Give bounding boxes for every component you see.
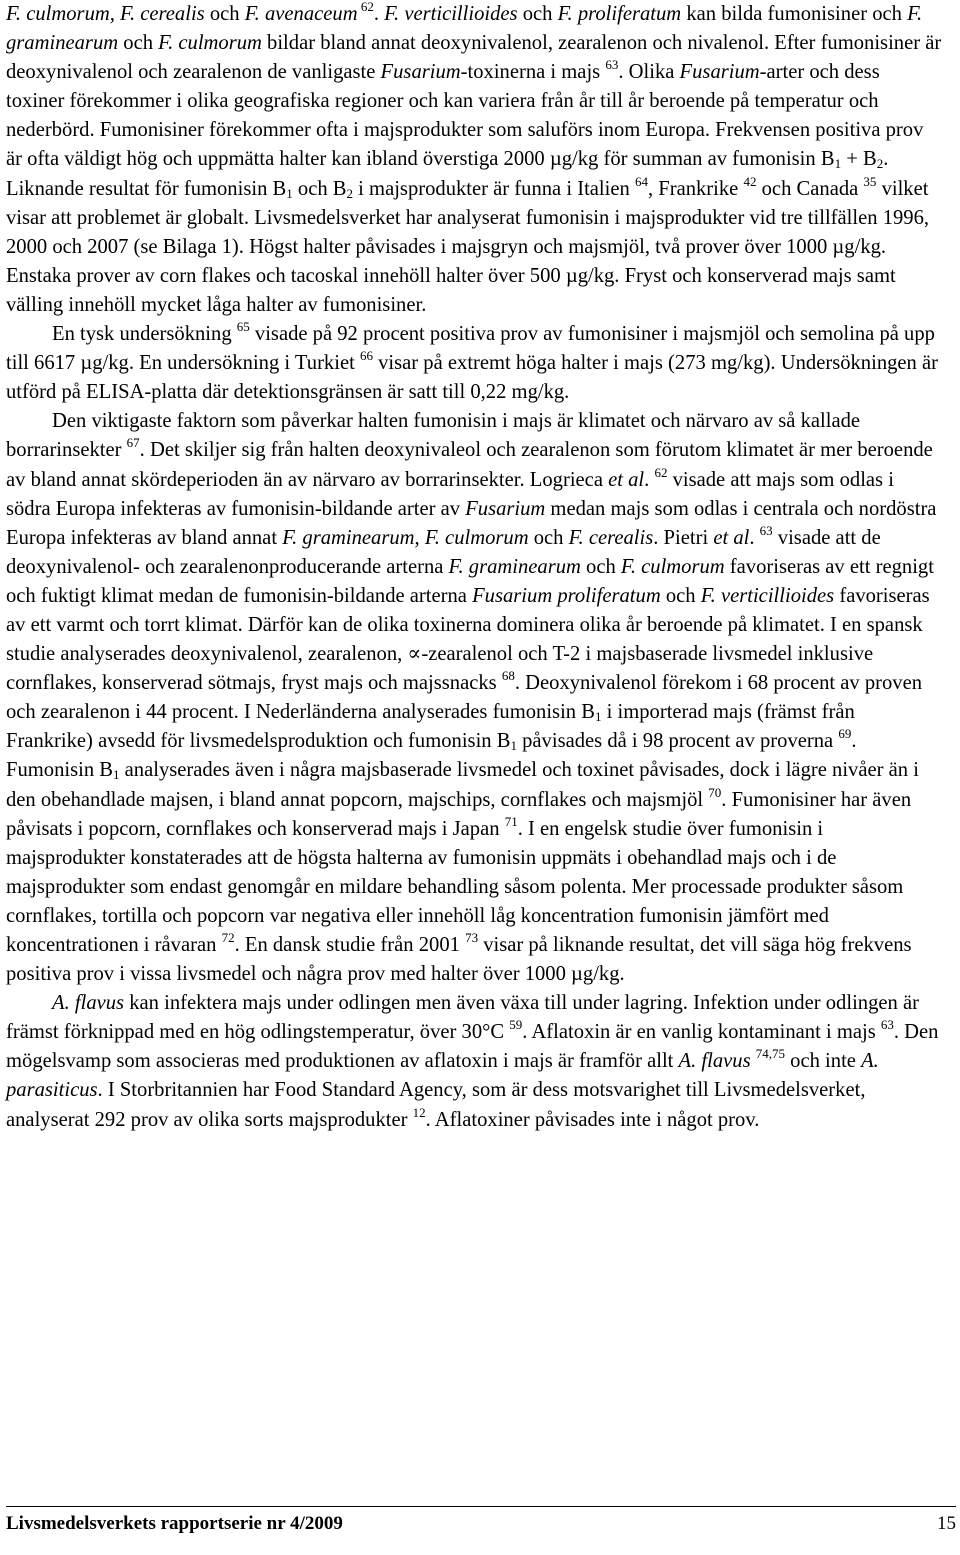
text-run: . I Storbritannien har Food Standard Agency, som är dess motsvarighet till Livsmedelsverket, analyserat 292 prov av olika sorts majsprodukter: [6, 1079, 866, 1131]
italic-term: F. graminearum: [448, 555, 581, 578]
text-run: . Olika: [618, 61, 680, 84]
italic-term: F. verticillioides: [384, 3, 518, 25]
italic-term: F. culmorum: [158, 32, 262, 55]
reference-superscript: 74,75: [755, 1046, 786, 1062]
reference-superscript: 66: [359, 348, 373, 364]
text-run: kan infektera majs under odlingen men även växa till under lagring. Infektion under odlingen är främst förknippad med en hög odlingstemperatur, över 30°C: [6, 992, 919, 1044]
text-run: i majsprodukter är funna i Italien: [353, 177, 635, 200]
subscript: 1: [113, 767, 120, 783]
reference-superscript: 35: [863, 173, 877, 189]
text-run: . Den mögelsvamp som associeras med produktionen av aflatoxin i majs är framför allt: [6, 1021, 939, 1073]
footer-rule: [6, 1506, 956, 1507]
text-run: . Deoxynivalenol förekom i 68 procent av proven och zearalenon i 44 procent. I Nederländerna analyserades fumonisin B: [6, 672, 923, 724]
italic-term: F. avenaceum: [244, 3, 358, 25]
text-run: och: [660, 584, 701, 607]
italic-term: F. culmorum, F. cerealis: [6, 3, 205, 25]
subscript: 1: [286, 185, 293, 201]
text-run: medan majs som odlas i centrala och nordöstra Europa infekteras av bland annat: [6, 497, 937, 549]
page-number: 15: [937, 1513, 956, 1534]
text-run: visar på extremt höga halter i majs (273 mg/kg). Undersökningen är utförd på ELISA-platta där detektionsgränsen är satt till 0,22 mg/kg.: [6, 352, 938, 404]
text-run: . Liknande resultat för fumonisin B: [6, 148, 889, 200]
italic-term: et al: [713, 526, 750, 549]
reference-superscript: 63: [759, 522, 773, 538]
reference-superscript: 12: [412, 1104, 426, 1120]
italic-term: F. verticillioides: [700, 584, 835, 607]
text-run: favoriseras av ett varmt och torrt klimat. Därför kan de olika toxinerna dominera olika år beroende på klimatet. I en spansk studie analyserades deoxynivalenol, zearalenon, ∝-zearalenol och T-2 i majsbaserade livsmedel inklusive cornflakes, konserverad sötmajs, fryst majs och majssnacks: [6, 584, 930, 695]
reference-superscript: 68: [501, 668, 515, 684]
italic-term: et al: [608, 468, 645, 491]
reference-superscript: 59: [509, 1017, 523, 1033]
page-footer: [6, 1513, 956, 1535]
reference-superscript: 65: [236, 319, 250, 335]
italic-term: F. graminearum: [6, 3, 923, 55]
text-run: , Frankrike: [647, 177, 744, 200]
text-run: . Pietri: [653, 526, 714, 549]
subscript: 1: [510, 738, 517, 754]
reference-superscript: 72: [221, 930, 235, 945]
text-run: i importerad majs (främst från Frankrike) avsedd för livsmedelsproduktion och fumonisin B: [6, 701, 855, 753]
reference-superscript: 62: [654, 464, 668, 480]
text-run: . En dansk studie från 2001: [234, 934, 466, 956]
italic-term: Fusarium: [380, 61, 461, 84]
text-run: . Det skiljer sig från halten deoxynivaleol och zearalenon som förutom klimatet är mer beroende av bland annat skördeperioden än av närvaro av borrarinsekter. Logrieca: [6, 439, 933, 491]
text-run: -arter och dess toxiner förekommer i olika geografiska regioner och kan variera från år till år beroende på temperatur och nederbörd. Fumonisiner förekommer ofta i majsprodukter som saluförs inom Europa. Frekvensen positiva prov är ofta väldigt hög och uppmätta halter kan ibland överstiga 2000 µg/kg för summan av fumonisin B: [6, 61, 924, 171]
body-paragraph: [6, 407, 942, 989]
subscript: 1: [594, 709, 602, 725]
text-run: ,: [414, 526, 425, 549]
subscript: 2: [876, 156, 884, 172]
reference-superscript: 67: [126, 435, 140, 451]
text-run: visade på 92 procent positiva prov av fumonisiner i majsmjöl och semolina på upp till 6617 µg/kg. En undersökning i Turkiet: [6, 323, 935, 375]
reference-superscript: 63: [880, 1017, 894, 1033]
text-run: . Aflatoxiner påvisades inte i något prov.: [425, 1108, 760, 1131]
italic-term: F. graminearum: [282, 526, 415, 549]
text-run: -toxinerna i majs: [460, 61, 606, 84]
text-run: och Canada: [756, 177, 864, 200]
text-run: visade att de deoxynivalenol- och zearalenonproducerande arterna: [6, 526, 881, 578]
body-paragraph: [6, 0, 942, 320]
body-paragraph: [6, 320, 942, 407]
text-run: och: [528, 526, 569, 549]
text-run: och B: [292, 177, 347, 200]
text-run: .: [373, 3, 385, 25]
text-run: och: [204, 3, 245, 25]
reference-superscript: 73: [465, 930, 479, 945]
text-run: vilket visar att problemet är globalt. Livsmedelsverket har analyserat fumonisin i majsprodukter vid tre tillfällen 1996, 2000 och 2007 (se Bilaga 1). Högst halter påvisades i majsgryn och majsmjöl, två prover över 1000 µg/kg. Enstaka prover av corn flakes och tacoskal innehöll halter över 500 µg/kg. Fryst och konserverad majs samt välling innehöll mycket låga halter av fumonisiner.: [6, 177, 930, 316]
text-run: favoriseras av ett regnigt och fuktigt klimat medan de fumonisin-bildande arterna: [6, 555, 934, 607]
reference-superscript: 62: [357, 0, 374, 14]
text-run: .: [644, 468, 655, 491]
text-run: och inte: [785, 1050, 862, 1073]
italic-term: A. parasiticus: [6, 1050, 879, 1102]
text-run: En tysk undersökning: [52, 323, 237, 346]
text-run: . Fumonisin B: [6, 730, 857, 782]
body-text: [6, 0, 942, 1135]
italic-term: F. culmorum: [620, 555, 725, 578]
text-run: + B: [841, 148, 877, 171]
italic-term: Fusarium: [679, 61, 760, 84]
text-run: . Aflatoxin är en vanlig kontaminant i majs: [522, 1021, 881, 1044]
text-run: och: [118, 32, 159, 55]
reference-superscript: 70: [708, 784, 722, 800]
report-series-label: Livsmedelsverkets rapportserie nr 4/2009: [6, 1513, 343, 1534]
text-run: bildar bland annat deoxynivalenol, zearalenon och nivalenol. Efter fumonisiner är deoxynivalenol och zearalenon de vanligaste: [6, 32, 942, 84]
italic-term: Fusarium proliferatum: [472, 584, 661, 607]
text-run: Den viktigaste faktorn som påverkar halten fumonisin i majs är klimatet och närvaro av så kallade borrarinsekter: [6, 410, 861, 462]
text-run: kan bilda fumonisiner och: [681, 3, 908, 25]
text-run: påvisades då i 98 procent av proverna: [516, 730, 839, 753]
italic-term: F. culmorum: [424, 526, 529, 549]
text-run: analyserades även i några majsbaserade livsmedel och toxinet påvisades, dock i lägre nivåer än i den obehandlade majsen, i bland annat popcorn, majschips, cornflakes och majsmjöl: [6, 759, 919, 811]
italic-term: F. proliferatum: [557, 3, 682, 25]
subscript: 2: [346, 185, 354, 201]
body-paragraph: [6, 989, 942, 1134]
italic-term: Fusarium: [465, 497, 546, 520]
text-run: och: [517, 3, 558, 25]
text-run: . I en engelsk studie över fumonisin i majsprodukter konstaterades att de högsta halterna av fumonisin uppmäts i obehandlad majs och i de majsprodukter som endast genomgår en mildare behandling såsom polenta. Mer processade produkter såsom cornflakes, tortilla och popcorn var negativa eller innehöll låg koncentration fumonisin jämfört med koncentrationen i råvaran: [6, 817, 904, 956]
text-run: och: [580, 555, 621, 578]
reference-superscript: 64: [634, 173, 648, 189]
text-run: .: [749, 526, 760, 549]
italic-term: F. cerealis: [568, 526, 654, 549]
reference-superscript: 63: [605, 57, 619, 73]
text-run: . Fumonisiner har även påvisats i popcorn, cornflakes och konserverad majs i Japan: [6, 788, 912, 840]
italic-term: A. flavus: [52, 992, 125, 1015]
text-run: visade att majs som odlas i södra Europa infekteras av fumonisin-bildande arter av: [6, 468, 894, 520]
text-run: visar på liknande resultat, det vill säga hög frekvens positiva prov i vissa livsmedel och några prov med halter över 1000 µg/kg.: [6, 934, 912, 986]
reference-superscript: 69: [838, 726, 852, 742]
subscript: 1: [834, 156, 842, 172]
reference-superscript: 42: [743, 173, 757, 189]
reference-superscript: 71: [504, 813, 518, 829]
italic-term: A. flavus: [678, 1050, 751, 1073]
